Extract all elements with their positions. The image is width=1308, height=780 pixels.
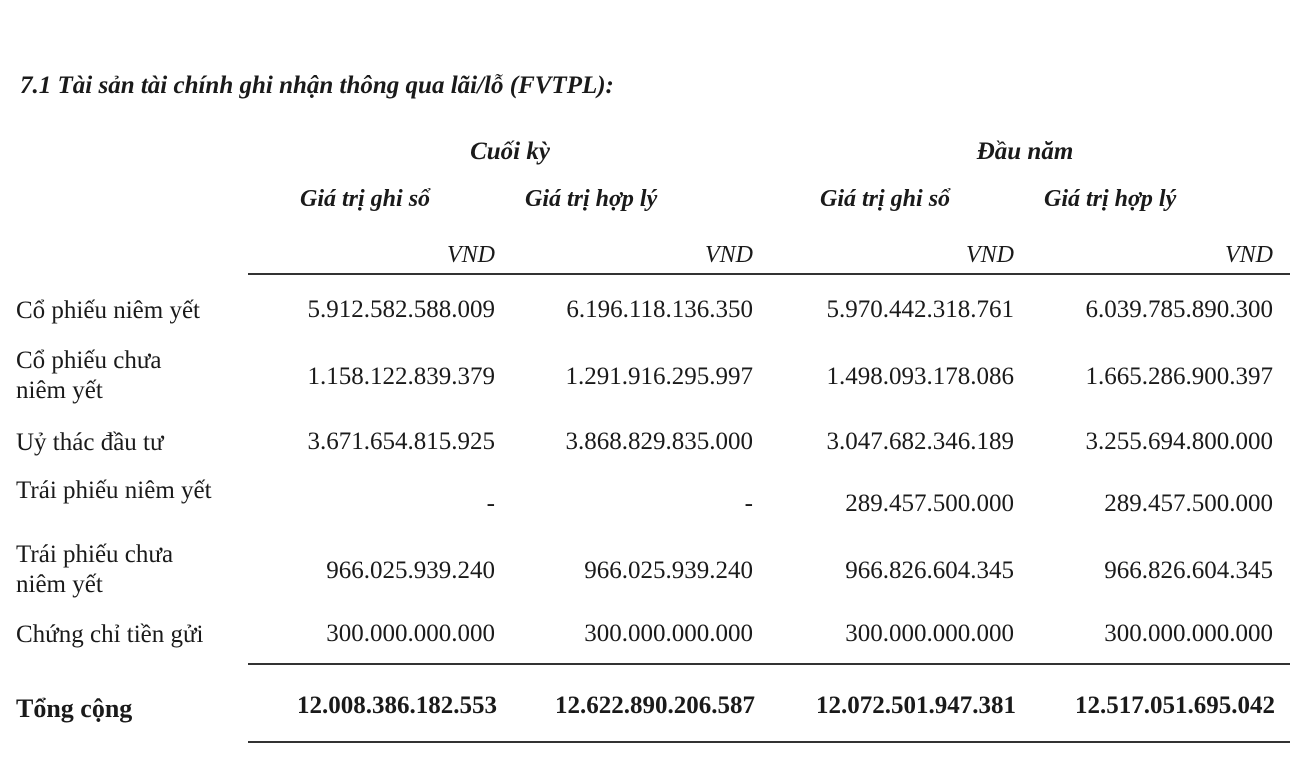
- unit-label: VND: [1225, 242, 1273, 268]
- table-cell: -: [486, 490, 495, 517]
- table-cell: 289.457.500.000: [845, 490, 1014, 517]
- table-cell: 3.868.829.835.000: [565, 428, 753, 455]
- group-header-end-period: Cuối kỳ: [470, 138, 550, 165]
- table-cell: 3.255.694.800.000: [1085, 428, 1273, 455]
- table-cell: 966.025.939.240: [584, 557, 753, 584]
- column-header-book-value-end: Giá trị ghi sổ: [300, 186, 431, 212]
- row-label: Trái phiếu niêm yết: [16, 477, 212, 504]
- header-divider: [248, 273, 1290, 275]
- table-cell: 300.000.000.000: [1104, 620, 1273, 647]
- group-header-beginning-year: Đầu năm: [976, 138, 1074, 165]
- unit-label: VND: [705, 242, 753, 268]
- column-header-fair-value-end: Giá trị hợp lý: [525, 186, 658, 212]
- table-cell: 1.498.093.178.086: [826, 363, 1014, 390]
- column-header-book-value-begin: Giá trị ghi sổ: [820, 186, 951, 212]
- section-title: 7.1 Tài sản tài chính ghi nhận thông qua lãi/lỗ (FVTPL):: [20, 72, 614, 99]
- table-cell: 3.671.654.815.925: [307, 428, 495, 455]
- total-bottom-divider: [248, 741, 1290, 743]
- table-cell: 966.025.939.240: [326, 557, 495, 584]
- table-cell: 6.039.785.890.300: [1085, 296, 1273, 323]
- table-cell: 1.158.122.839.379: [307, 363, 495, 390]
- column-header-fair-value-begin: Giá trị hợp lý: [1044, 186, 1177, 212]
- table-cell: 966.826.604.345: [1104, 557, 1273, 584]
- row-label: Uỷ thác đầu tư: [16, 429, 164, 456]
- unit-label: VND: [447, 242, 495, 268]
- table-cell: 5.912.582.588.009: [307, 296, 495, 323]
- total-label: Tổng cộng: [16, 694, 133, 723]
- table-cell: 289.457.500.000: [1104, 490, 1273, 517]
- table-cell: 300.000.000.000: [326, 620, 495, 647]
- table-cell: 1.665.286.900.397: [1085, 363, 1273, 390]
- total-cell: 12.072.501.947.381: [816, 692, 1016, 719]
- row-label: Chứng chỉ tiền gửi: [16, 621, 204, 648]
- total-cell: 12.517.051.695.042: [1075, 692, 1275, 719]
- row-label: Trái phiếu chưa niêm yết: [16, 541, 174, 598]
- table-cell: 1.291.916.295.997: [565, 363, 753, 390]
- table-cell: 300.000.000.000: [845, 620, 1014, 647]
- table-cell: 3.047.682.346.189: [826, 428, 1014, 455]
- table-cell: 966.826.604.345: [845, 557, 1014, 584]
- table-cell: -: [744, 490, 753, 517]
- total-cell: 12.008.386.182.553: [297, 692, 497, 719]
- table-cell: 300.000.000.000: [584, 620, 753, 647]
- table-cell: 5.970.442.318.761: [826, 296, 1014, 323]
- unit-label: VND: [966, 242, 1014, 268]
- total-cell: 12.622.890.206.587: [555, 692, 755, 719]
- row-label: Cổ phiếu niêm yết: [16, 297, 200, 324]
- row-label: Cổ phiếu chưa niêm yết: [16, 347, 162, 404]
- table-cell: 6.196.118.136.350: [566, 296, 753, 323]
- total-divider: [248, 663, 1290, 665]
